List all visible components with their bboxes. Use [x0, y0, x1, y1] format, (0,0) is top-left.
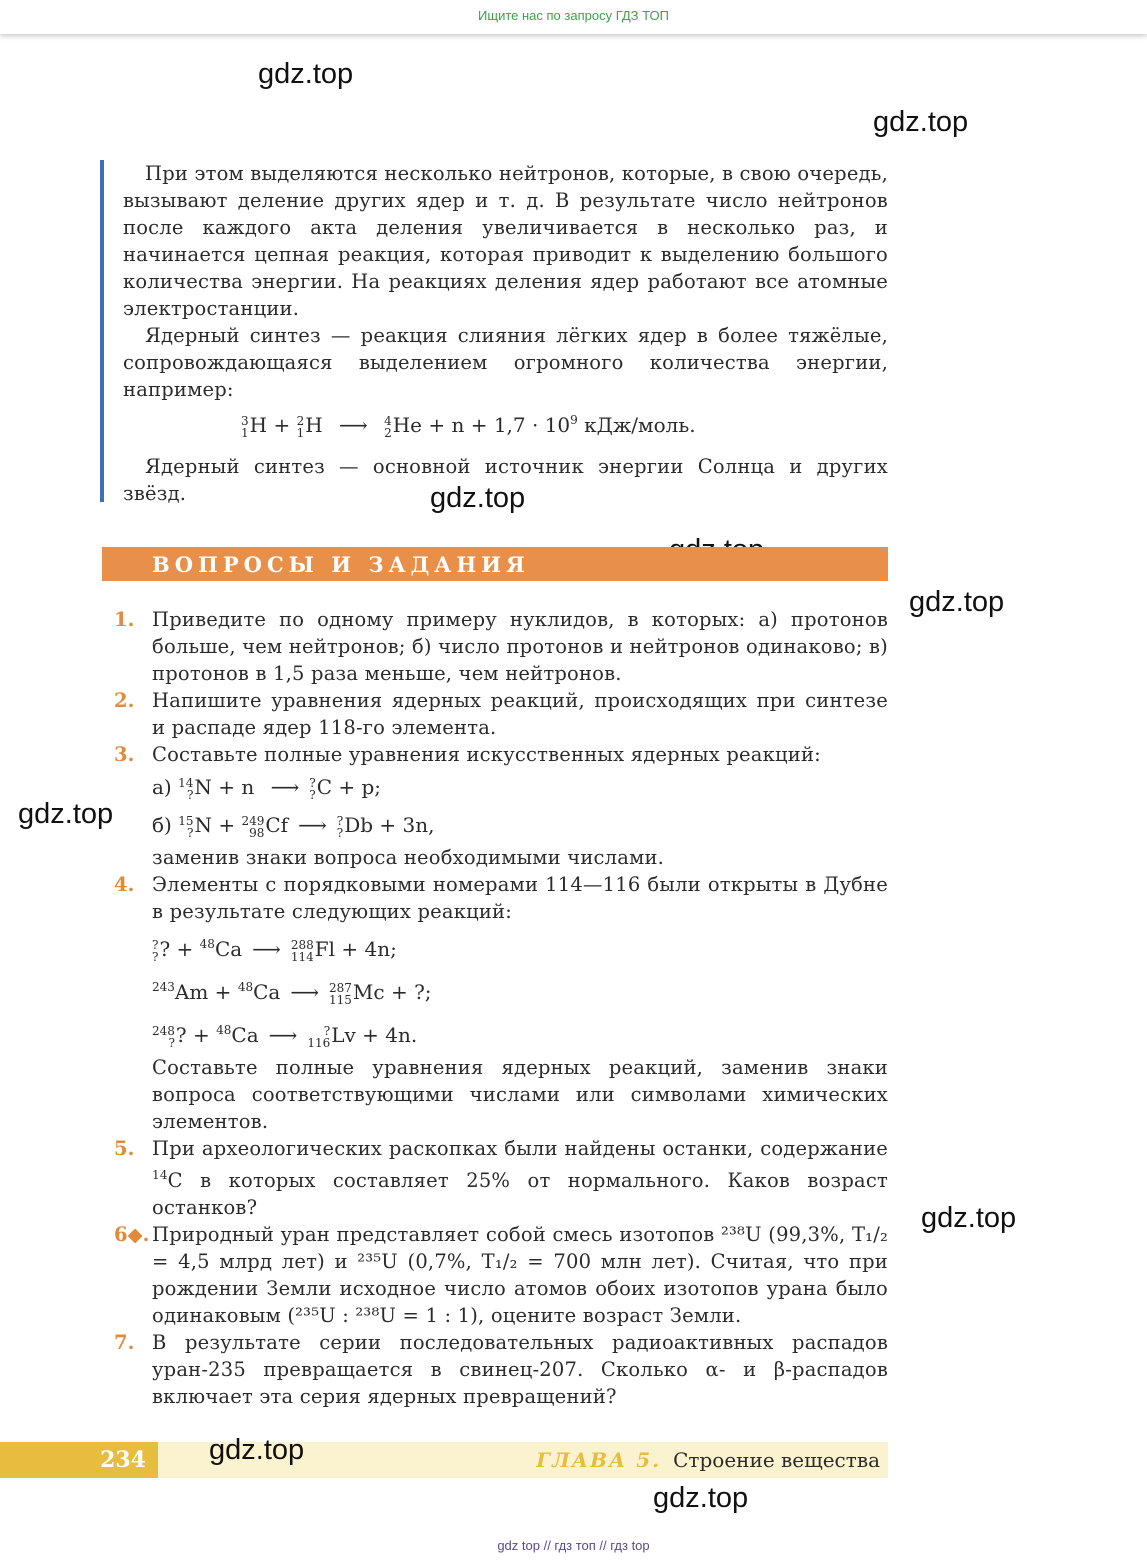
equation: $^{243}$Am + $^{48}$Ca ⟶ 287 115 Mc + ?; [152, 980, 432, 1007]
intro-paragraph: Ядерный синтез — реакция слияния лёгких ядер в более тяжёлые, сопровождающаяся выделением огромного количества энергии, например: [123, 324, 888, 401]
task-6: 6◆. Природный уран представляет собой смесь изотопов ²³⁸U (99,3%, T₁/₂ = 4,5 млрд лет) и ²³⁵U (0,7%, T₁/₂ = 700 млн лет). Считая, что при рождении Земли исходное число атомов обоих изотопов урана было одинаковым (²³⁵U : ²³⁸U = 1 : 1), оцените возраст Земли. [114, 1223, 888, 1327]
equation: а) 14 ? N + n ⟶ ? ? C + p; [152, 775, 382, 802]
task-5: 5. При археологических раскопках были найдены останки, содержание $^{14}$С в которых составляет 25% от нормального. Каков возраст останков? [114, 1137, 888, 1219]
watermark: gdz.top [909, 586, 1005, 618]
intro-block [100, 160, 888, 505]
page-footer [0, 1442, 888, 1478]
equation: б) 15 ? N + 249 98 Cf ⟶ ? ? Db + 3n, [152, 813, 435, 840]
bottom-links[interactable]: gdz top // гдз топ // гдз top [497, 1538, 650, 1553]
watermark: gdz.top [258, 58, 354, 90]
equation: 248 ? ? + $^{48}$Ca ⟶ ? 116 Lv + 4n. [152, 1023, 418, 1050]
task-7: 7. В результате серии последовательных радиоактивных распадов уран-235 превращается в свинец-207. Сколько α- и β-распадов включает эта серия ядерных превращений? [114, 1331, 888, 1408]
watermark: gdz.top [873, 106, 969, 138]
fusion-formula: 3 1 H + 2 1 H ⟶ 4 2 $He + n + 1,7 \cdot 10^9$ кДж/моль. [241, 413, 696, 440]
task-1: 1. Приведите по одному примеру нуклидов, в которых: а) протонов больше, чем нейтронов; б) число протонов и нейтронов одинаково; в) протонов в 1,5 раза меньше, чем нейтронов. [114, 608, 888, 685]
watermark: gdz.top [653, 1482, 749, 1514]
watermark: gdz.top [921, 1202, 1017, 1234]
intro-accent-bar [100, 160, 104, 502]
task-2: 2. Напишите уравнения ядерных реакций, происходящих при синтезе и распаде ядер 118-го элемента. [114, 689, 888, 739]
watermark: gdz.top [430, 482, 526, 514]
watermark: gdz.top [209, 1434, 305, 1466]
section-header [102, 547, 888, 581]
intro-paragraph: При этом выделяются несколько нейтронов, которые, в свою очередь, вызывают деление других ядер и т. д. В результате число нейтронов после каждого акта деления увеличивается в несколько раз, и начинается цепная реакция, которая приводит к выделению большого количества энергии. На реакциях деления ядер работают все атомные электростанции. [123, 162, 888, 320]
task-list [110, 606, 888, 1410]
section-title: ВОПРОСЫ И ЗАДАНИЯ [152, 552, 530, 577]
watermark: gdz.top [18, 798, 114, 830]
task-3: 3. Составьте полные уравнения искусственных ядерных реакций: а) 14 ? N + n ⟶ ? ? C + p; б) 15 ? N + 249 98 Cf ⟶ ? ? Db + 3n, заменив знаки вопроса необходимыми числами. [110, 741, 888, 871]
intro-paragraph: Ядерный синтез — основной источник энергии Солнца и других звёзд. [123, 454, 888, 505]
page-number: 234 [0, 1442, 158, 1478]
chapter-label: ГЛАВА 5. Строение вещества [536, 1448, 880, 1472]
equation: ? ? ? + $^{48}$Ca ⟶ 288 114 Fl + 4n; [152, 937, 397, 964]
top-banner: Ищите нас по запросу ГДЗ ТОП [0, 0, 1147, 34]
task-4: 4. Элементы с порядковыми номерами 114—116 были открыты в Дубне в результате следующих реакций: ? ? ? + $^{48}$Ca ⟶ 288 114 Fl + 4n; $^{243}$Am + $^{48}$Ca ⟶ 287 115 Mc + ?; 248 ? ? + $^{48}$Ca ⟶ ? 116 Lv + 4n. Составьте полные уравнения ядерных реакций, заменив знаки вопроса соответствующими числами или символами химических элементов. [114, 873, 888, 1133]
